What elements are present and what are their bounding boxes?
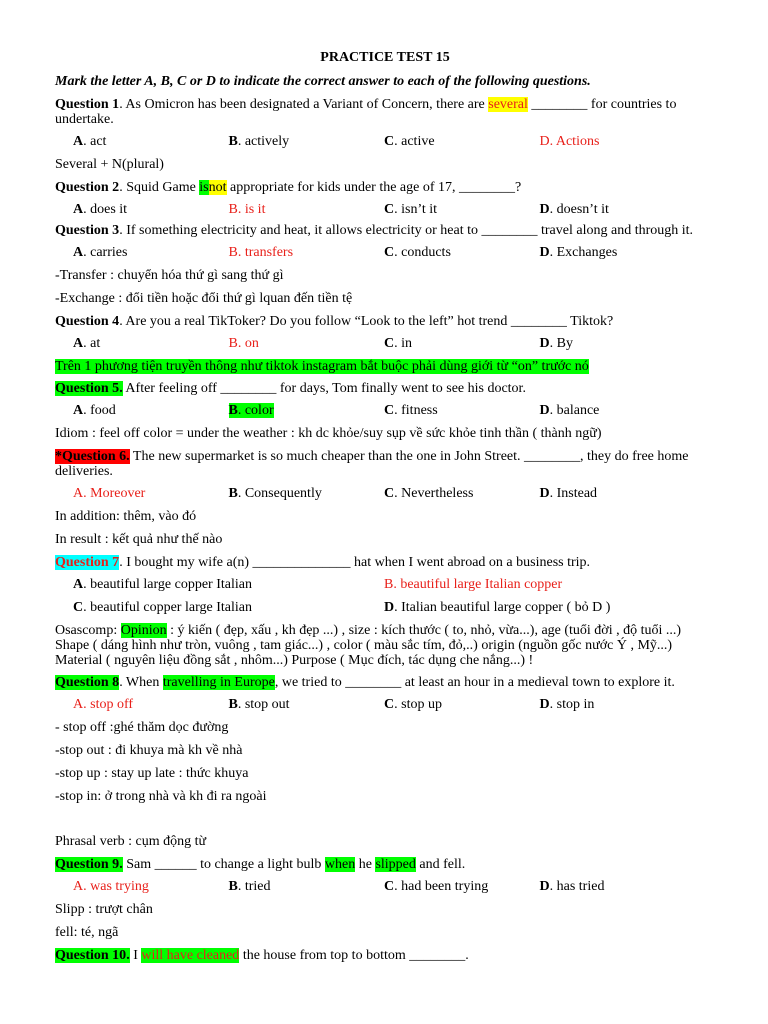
- option-a-answer: A. was trying: [73, 879, 149, 894]
- highlight: when: [324, 857, 356, 872]
- option-d: D. stop in: [539, 697, 595, 712]
- option-a-answer: A. Moreover: [73, 486, 146, 501]
- options-4: [73, 336, 715, 352]
- question-label: *Question 6.: [55, 449, 130, 464]
- highlight: will have cleaned: [141, 948, 240, 963]
- question-10: Question 10. I will have cleaned the house from top to bottom ________.: [55, 948, 469, 963]
- options-9: [73, 879, 715, 895]
- note: Slipp : trượt chân: [55, 902, 153, 917]
- option-c: C. in: [384, 336, 413, 351]
- highlight: Opinion: [120, 623, 167, 638]
- question-label: Question 10: [55, 948, 127, 963]
- note: Several + N(plural): [55, 157, 164, 172]
- note: fell: té, ngã: [55, 925, 119, 940]
- option-a: A. does it: [73, 202, 128, 217]
- question-label: Question 2: [55, 180, 120, 195]
- option-d: D. has tried: [539, 879, 605, 894]
- option-d: D. Exchanges: [539, 245, 618, 260]
- option-b-answer: B. color: [228, 403, 274, 418]
- note: -Transfer : chuyển hóa thứ gì sang thứ gì: [55, 268, 284, 283]
- option-a: A. act: [73, 134, 107, 149]
- options-5: [73, 403, 715, 419]
- option-d-answer: D. Actions: [539, 134, 600, 149]
- question-label: Question 8: [55, 675, 120, 690]
- option-b: B. actively: [228, 134, 290, 149]
- question-7: Question 7. I bought my wife a(n) ______________ hat when I went abroad on a business trip.: [55, 555, 591, 570]
- option-d: D. doesn’t it: [539, 202, 609, 217]
- option-b: B. stop out: [228, 697, 290, 712]
- question-6: *Question 6. The new supermarket is so much cheaper than the one in John Street. ________, they do free home deliveries.: [55, 449, 689, 479]
- option-c: C. conducts: [384, 245, 451, 260]
- option-a: A. carries: [73, 245, 128, 260]
- option-c: C. beautiful copper large Italian: [73, 600, 252, 615]
- option-a: A. at: [73, 336, 101, 351]
- question-text: . As Omicron has been designated a Variant of Concern, there are: [119, 97, 489, 112]
- options-6: [73, 486, 715, 502]
- option-a: A. beautiful large copper Italian: [73, 577, 252, 592]
- highlight: not: [208, 180, 227, 195]
- option-b-answer: B. on: [228, 336, 259, 351]
- note: [55, 359, 715, 375]
- option-c: C. stop up: [384, 697, 442, 712]
- note: -stop out : đi khuya mà kh về nhà: [55, 743, 243, 758]
- highlighted-note: Trên 1 phương tiện truyền thông như tiktok instagram bắt buộc phải dùng giới từ “on” trước nó: [55, 359, 589, 374]
- question-label: Question 7: [55, 555, 120, 570]
- question-label: Question 4: [55, 314, 120, 329]
- highlight: is: [199, 180, 209, 195]
- question-5: Question 5. After feeling off ________ for days, Tom finally went to see his doctor.: [55, 381, 526, 396]
- question-label: Question 1: [55, 97, 120, 112]
- note: Idiom : feel off color = under the weather : kh dc khỏe/suy sụp về sức khỏe tinh thần ( thành ngữ): [55, 426, 602, 441]
- question-label: Question 3: [55, 223, 120, 238]
- question-2: Question 2. Squid Game isnot appropriate for kids under the age of 17, ________?: [55, 180, 522, 195]
- note-osascomp: Osascomp: Opinion : ý kiến ( đẹp, xấu , kh đẹp ...) , size : kích thước ( to, nhỏ, vừa...), age (tuổi đời , độ tuổi ...) Shape ( dáng hình như tròn, vuông , tam giác...) , color ( màu sắc tím, đỏ,..) origin (nguồn gốc nước Ý , Mỹ...) Material ( nguyên liệu đồng sắt , nhôm...) Purpose ( Mục đích, tác dụng che nắng...) !: [55, 623, 682, 668]
- note: -stop up : stay up late : thức khuya: [55, 766, 249, 781]
- note: In addition: thêm, vào đó: [55, 509, 197, 524]
- option-a: A. food: [73, 403, 116, 418]
- note: In result : kết quả như thế nào: [55, 532, 223, 547]
- options-3: [73, 245, 715, 261]
- option-b: B. tried: [228, 879, 271, 894]
- question-label: Question 5: [55, 381, 120, 396]
- note: - stop off :ghé thăm dọc đường: [55, 720, 229, 735]
- document-page: [55, 48, 715, 963]
- note: Phrasal verb : cụm động từ: [55, 834, 207, 849]
- options-7-row-1: [73, 577, 715, 593]
- option-c: C. isn’t it: [384, 202, 438, 217]
- option-c: C. fitness: [384, 403, 438, 418]
- options-7-row-2: [73, 600, 715, 616]
- instruction: Mark the letter A, B, C or D to indicate the correct answer to each of the following questions.: [55, 74, 591, 89]
- option-b-answer: B. is it: [228, 202, 266, 217]
- option-c: C. Nevertheless: [384, 486, 474, 501]
- highlight: slipped: [375, 857, 416, 872]
- option-d: D. Italian beautiful large copper ( bỏ D ): [384, 600, 611, 615]
- option-d: D. By: [539, 336, 573, 351]
- question-9: Question 9. Sam ______ to change a light bulb when he slipped and fell.: [55, 857, 466, 872]
- option-d: D. balance: [539, 403, 600, 418]
- note: -stop in: ở trong nhà và kh đi ra ngoài: [55, 789, 267, 804]
- page-title: PRACTICE TEST 15: [320, 50, 450, 65]
- option-b: B. Consequently: [228, 486, 322, 501]
- question-1: [55, 97, 715, 127]
- highlight: travelling in Europe: [162, 675, 275, 690]
- options-2: [73, 202, 715, 218]
- question-8: Question 8. When travelling in Europe, we tried to ________ at least an hour in a medieval town to explore it.: [55, 675, 675, 690]
- question-label: Question 9: [55, 857, 120, 872]
- question-3: Question 3. If something electricity and heat, it allows electricity or heat to ________ travel along and through it.: [55, 223, 694, 238]
- option-c: C. active: [384, 134, 435, 149]
- question-4: Question 4. Are you a real TikToker? Do you follow “Look to the left” hot trend ________ Tiktok?: [55, 314, 614, 329]
- option-c: C. had been trying: [384, 879, 489, 894]
- highlight: several: [488, 97, 528, 112]
- option-d: D. Instead: [539, 486, 598, 501]
- option-b-answer: B. beautiful large Italian copper: [384, 577, 563, 592]
- question-text: ________ for countries to undertake.: [55, 97, 677, 127]
- option-b-answer: B. transfers: [228, 245, 294, 260]
- option-a-answer: A. stop off: [73, 697, 134, 712]
- note: -Exchange : đổi tiền hoặc đổi thứ gì lquan đến tiền tệ: [55, 291, 353, 306]
- options-8: [73, 697, 715, 713]
- options-1: [73, 134, 715, 150]
